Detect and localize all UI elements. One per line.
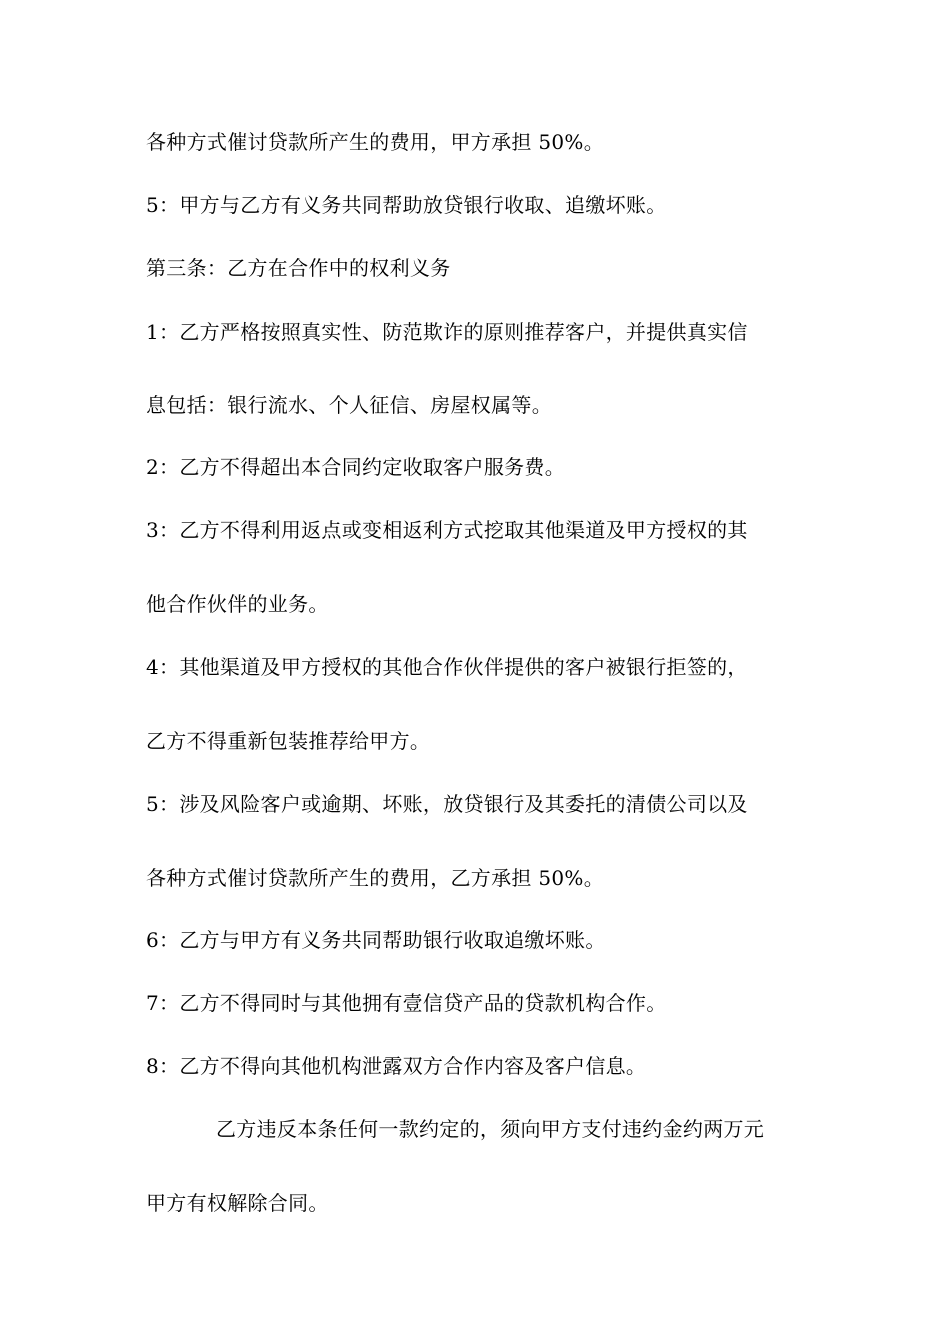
clause-2: 2：乙方不得超出本合同约定收取客户服务费。 bbox=[146, 455, 566, 479]
clause-3-line-2: 他合作伙伴的业务。 bbox=[146, 592, 329, 616]
penalty-line-1: 乙方违反本条任何一款约定的，须向甲方支付违约金约两万元 bbox=[216, 1117, 765, 1141]
clause-5-line-2: 各种方式催讨贷款所产生的费用，乙方承担 50%。 bbox=[146, 866, 605, 890]
penalty-line-2: 甲方有权解除合同。 bbox=[146, 1191, 329, 1215]
clause-1-line-1: 1：乙方严格按照真实性、防范欺诈的原则推荐客户，并提供真实信 bbox=[146, 320, 748, 344]
clause-8: 8：乙方不得向其他机构泄露双方合作内容及客户信息。 bbox=[146, 1054, 647, 1078]
article-3-heading: 第三条：乙方在合作中的权利义务 bbox=[146, 256, 451, 280]
clause-7: 7：乙方不得同时与其他拥有壹信贷产品的贷款机构合作。 bbox=[146, 991, 667, 1015]
clause-4-line-1: 4：其他渠道及甲方授权的其他合作伙伴提供的客户被银行拒签的， bbox=[146, 655, 748, 679]
clause-1-line-2: 息包括：银行流水、个人征信、房屋权属等。 bbox=[146, 393, 552, 417]
clause-3-line-1: 3：乙方不得利用返点或变相返利方式挖取其他渠道及甲方授权的其 bbox=[146, 518, 748, 542]
paragraph-line: 各种方式催讨贷款所产生的费用，甲方承担 50%。 bbox=[146, 130, 605, 154]
clause-6: 6：乙方与甲方有义务共同帮助银行收取追缴坏账。 bbox=[146, 928, 606, 952]
clause-5-party-a: 5：甲方与乙方有义务共同帮助放贷银行收取、追缴坏账。 bbox=[146, 193, 667, 217]
clause-5-line-1: 5：涉及风险客户或逾期、坏账，放贷银行及其委托的清债公司以及 bbox=[146, 792, 748, 816]
clause-4-line-2: 乙方不得重新包装推荐给甲方。 bbox=[146, 729, 431, 753]
